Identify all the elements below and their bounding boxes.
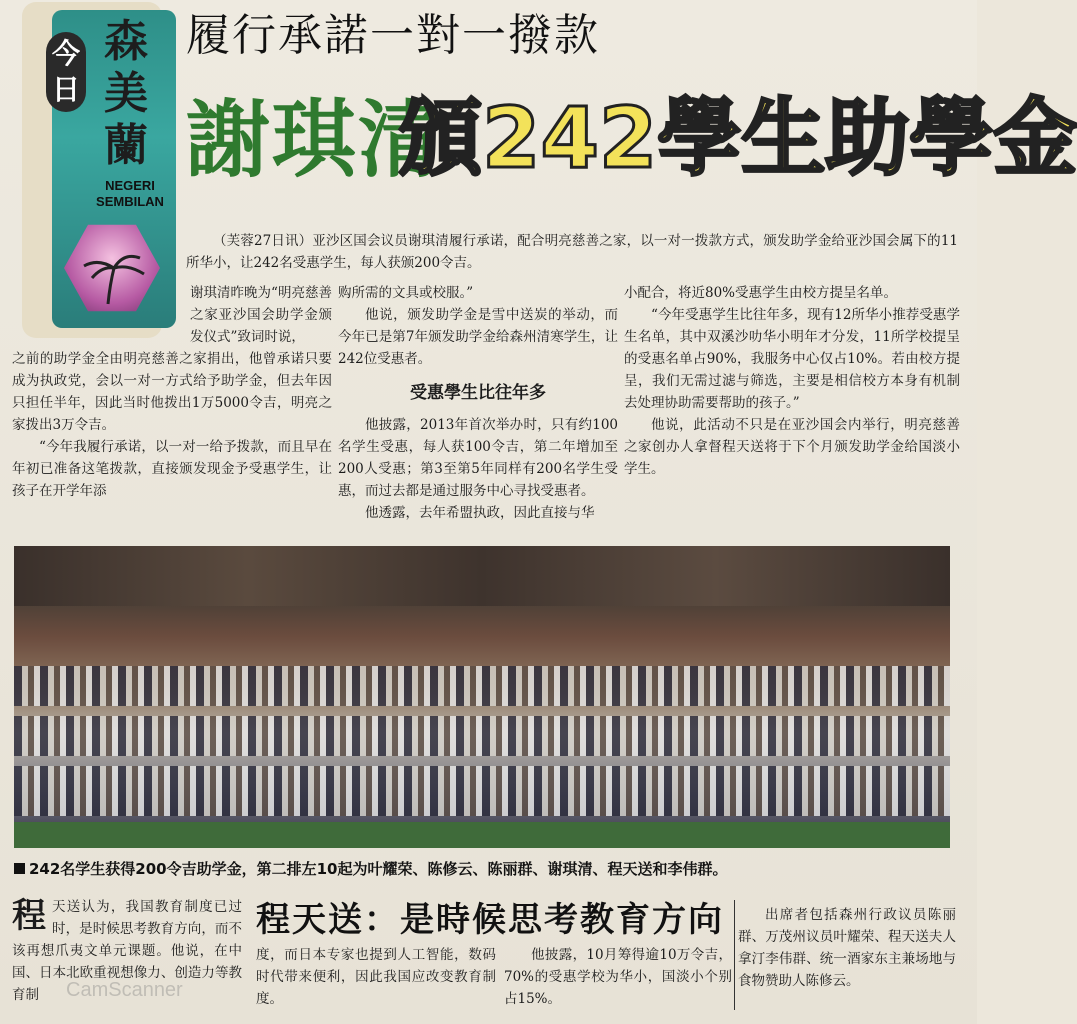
paragraph: 度，而日本专家也提到人工智能，数码时代带来便利，因此我国应改变教育制度。 bbox=[256, 947, 496, 1007]
drop-cap: 程 bbox=[12, 896, 46, 936]
today-label: 今日 bbox=[46, 32, 86, 112]
bottom-column-3 bbox=[504, 944, 732, 1010]
paragraph: 天送认为，我国教育制度已过时，是时候思考教育方向，而不该再想爪夷文单元课题。他说，在中国、日本北欧重视想像力、创造力等教育制 bbox=[12, 899, 242, 1003]
subheading: 受惠學生比往年多 bbox=[410, 383, 546, 403]
lead-paragraph bbox=[186, 230, 958, 274]
paragraph: 他说，颁发助学金是雪中送炭的举动，而今年已是第7年颁发助学金给森州清寒学生，让242位受惠者。 bbox=[338, 307, 618, 367]
photo-ceiling bbox=[14, 546, 950, 606]
bottom-column-4 bbox=[738, 904, 956, 992]
bottom-headline: 程天送：是時候思考教育方向 bbox=[256, 900, 724, 940]
paragraph: 他披露，2013年首次举办时，只有约100名学生受惠，每人获100令吉，第二年增加至200人受惠；第3至第5年同样有200名学生受惠，而过去都是通过服务中心寻找受惠者。 bbox=[338, 417, 618, 499]
paragraph: 他透露，去年希盟执政，因此直接与华 bbox=[365, 505, 595, 521]
article-column-1 bbox=[12, 282, 332, 502]
paragraph: 他披露，10月筹得逾10万令吉，70%的受惠学校为华小，国淡小个别占15%。 bbox=[504, 947, 732, 1007]
paragraph: 出席者包括森州行政议员陈丽群、万茂州议员叶耀荣、程天送夫人拿汀李伟群、统一酒家东主兼场地与食物赞助人陈修云。 bbox=[738, 907, 956, 989]
bottom-column-2 bbox=[256, 944, 496, 1010]
headline-rest: 頒242學生助學金 bbox=[398, 89, 1077, 187]
paragraph: 小配合，将近80%受惠学生由校方提呈名单。 bbox=[624, 285, 898, 301]
paragraph: 购所需的文具或校服。” bbox=[338, 285, 474, 301]
scanner-watermark: CamScanner bbox=[66, 979, 183, 1001]
crowd-row bbox=[14, 716, 950, 756]
group-photo bbox=[14, 546, 950, 848]
article-column-3 bbox=[624, 282, 960, 480]
paragraph: “今年我履行承诺，以一对一给予拨款，而且早在年初已准备这笔拨款，直接颁发现金予受惠学生，让孩子在开学年添 bbox=[12, 439, 332, 499]
paragraph: “今年受惠学生比往年多，现有12所华小推荐受惠学生名单，其中双溪沙叻华小明年才分发，11所学校提呈的受惠名单占90%，我服务中心仅占10%。若由校方提呈，我们无需过滤与筛选，主要是相信校方本身有机制去处理协助需要帮助的孩子。” bbox=[624, 307, 960, 411]
paragraph: 他说，此活动不只是在亚沙国会内举行，明亮慈善之家创办人拿督程天送将于下个月颁发助学金给国淡小学生。 bbox=[624, 417, 960, 477]
region-name-english: NEGERI SEMBILAN bbox=[96, 178, 164, 209]
paragraph: 之前的助学金全由明亮慈善之家捐出，他曾承诺只要成为执政党，会以一对一方式给予助学金，但去年因只担任半年，因此当时他拨出1万5000令吉，明亮之家拨出3万令吉。 bbox=[12, 351, 332, 433]
crowd-row bbox=[14, 766, 950, 816]
region-name-chinese: 森美蘭 bbox=[104, 16, 148, 171]
article-column-2 bbox=[338, 282, 618, 524]
paragraph: 谢琪清昨晚为“明亮慈善之家亚沙国会助学金颁发仪式”致词时说， bbox=[190, 285, 332, 345]
photo-caption bbox=[14, 858, 964, 880]
headline-name: 謝琪清 bbox=[186, 91, 445, 189]
caption-marker-icon bbox=[14, 863, 25, 874]
crowd-row bbox=[14, 666, 950, 706]
lead-text: （芙蓉27日讯）亚沙区国会议员谢琪清履行承诺，配合明亮慈善之家，以一对一拨款方式，颁发助学金给亚沙国会属下的11所华小，让242名受惠学生，每人获颁200令吉。 bbox=[186, 233, 958, 271]
kicker-headline: 履行承諾一對一撥款 bbox=[186, 10, 600, 61]
photo-floor bbox=[14, 822, 950, 848]
column-divider bbox=[734, 900, 735, 1010]
caption-text: 242名学生获得200令吉助学金，第二排左10起为叶耀荣、陈修云、陈丽群、谢琪清、程天送和李伟群。 bbox=[29, 860, 728, 878]
